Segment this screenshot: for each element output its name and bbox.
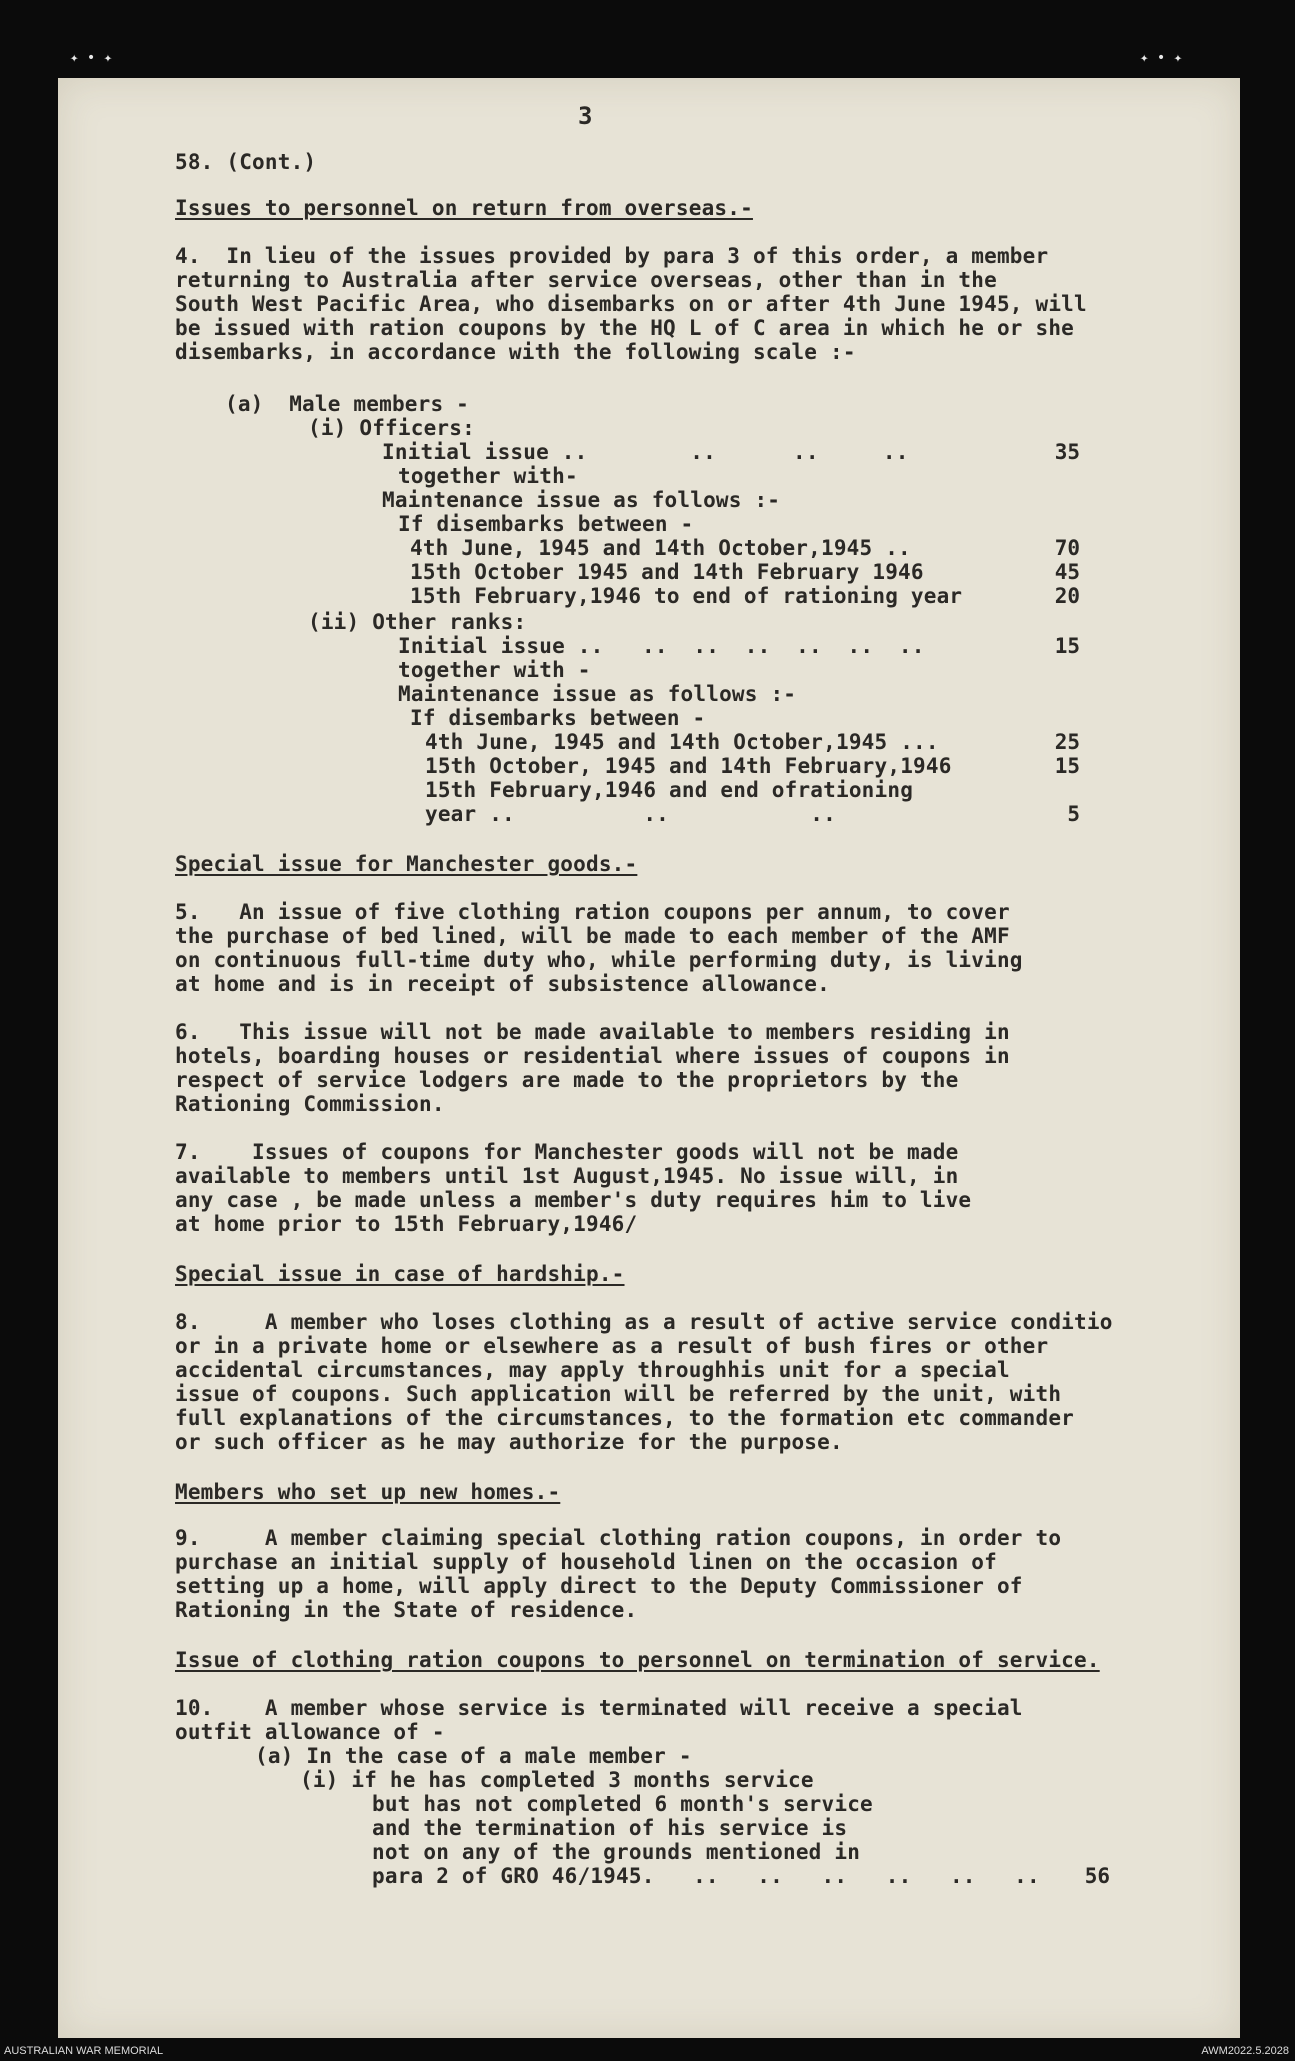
scale-other-ranks: (ii) Other ranks: [308, 610, 527, 634]
para-8-line-6: or such officer as he may authorize for the purpose. [175, 1430, 843, 1454]
heading-new-homes: Members who set up new homes.- [175, 1480, 561, 1504]
para-7-line-4: at home prior to 15th February,1946/ [175, 1212, 638, 1236]
scale-officers-period-2: 15th October 1945 and 14th February 1946 [410, 560, 924, 584]
scale-other-period-2: 15th October, 1945 and 14th February,1946 [425, 754, 952, 778]
para-6-line-3: respect of service lodgers are made to the proprietors by the [175, 1068, 959, 1092]
scale-male-members: (a) Male members - [225, 392, 470, 416]
para-5-line-1: 5. An issue of five clothing ration coupons per annum, to cover [175, 900, 1010, 924]
para-10-line-1: 10. A member whose service is terminated will receive a special [175, 1696, 1023, 1720]
para-4-line-1: 4. In lieu of the issues provided by para 3 of this order, a member [175, 244, 1049, 268]
para-6-line-1: 6. This issue will not be made available to members residing in [175, 1020, 1010, 1044]
para-10-sub-i-line-2: but has not completed 6 month's service [372, 1792, 873, 1816]
para-9-line-3: setting up a home, will apply direct to the Deputy Commissioner of [175, 1574, 1023, 1598]
scale-officers-together: together with- [398, 464, 578, 488]
scale-officers-initial: Initial issue .. .. .. .. [382, 440, 909, 464]
value-termination: 56 [1084, 1864, 1110, 1888]
scale-other-period-3: 15th February,1946 and end ofrationing [425, 778, 914, 802]
scale-officers-maintenance: Maintenance issue as follows :- [382, 488, 781, 512]
para-10-sub-i-line-3: and the termination of his service is [372, 1816, 848, 1840]
para-10-line-2: outfit allowance of - [175, 1720, 445, 1744]
heading-hardship: Special issue in case of hardship.- [175, 1262, 625, 1286]
value-officers-period-1: 70 [1054, 536, 1080, 560]
para-10-sub-i: (i) if he has completed 3 months service [300, 1768, 814, 1792]
para-8-line-3: accidental circumstances, may apply throughhis unit for a special [175, 1358, 1010, 1382]
para-9-line-4: Rationing in the State of residence. [175, 1598, 638, 1622]
value-other-period-1: 25 [1054, 730, 1080, 754]
scale-other-maintenance: Maintenance issue as follows :- [398, 682, 797, 706]
value-officers-period-2: 45 [1054, 560, 1080, 584]
para-4-line-2: returning to Australia after service overseas, other than in the [175, 268, 997, 292]
scale-officers-period-1: 4th June, 1945 and 14th October,1945 .. [410, 536, 911, 560]
para-4-line-5: disembarks, in accordance with the following scale :- [175, 340, 856, 364]
para-4-line-4: be issued with ration coupons by the HQ L of C area in which he or she [175, 316, 1075, 340]
para-7-line-1: 7. Issues of coupons for Manchester goods will not be made [175, 1140, 959, 1164]
scale-officers-between: If disembarks between - [398, 512, 694, 536]
para-10-sub-i-line-5: para 2 of GRO 46/1945. .. .. .. .. .. .. [372, 1864, 1040, 1888]
value-other-period-2: 15 [1054, 754, 1080, 778]
value-other-period-3: 5 [1067, 802, 1080, 826]
scale-other-period-3-year: year .. .. .. [425, 802, 836, 826]
para-4-line-3: South West Pacific Area, who disembarks on or after 4th June 1945, will [175, 292, 1087, 316]
page-number: 3 [578, 102, 593, 130]
para-5-line-3: on continuous full-time duty who, while performing duty, is living [175, 948, 1023, 972]
scale-officers: (i) Officers: [308, 416, 475, 440]
value-other-initial: 15 [1054, 634, 1080, 658]
scale-other-together: together with - [398, 658, 591, 682]
para-10-sub-i-line-4: not on any of the grounds mentioned in [372, 1840, 861, 1864]
footer-archive-name: AUSTRALIAN WAR MEMORIAL [4, 2045, 164, 2057]
corner-mark-left: ✦ • ✦ [70, 50, 113, 66]
para-9-line-1: 9. A member claiming special clothing ration coupons, in order to [175, 1526, 1062, 1550]
corner-mark-right: ✦ • ✦ [1140, 50, 1183, 66]
para-8-line-5: full explanations of the circumstances, to the formation etc commander [175, 1406, 1075, 1430]
value-officers-period-3: 20 [1054, 584, 1080, 608]
heading-termination: Issue of clothing ration coupons to personnel on termination of service. [175, 1648, 1100, 1672]
scale-officers-period-3: 15th February,1946 to end of rationing year [410, 584, 963, 608]
heading-return-overseas: Issues to personnel on return from overseas.- [175, 196, 753, 220]
value-officers-initial: 35 [1054, 440, 1080, 464]
para-6-line-2: hotels, boarding houses or residential where issues of coupons in [175, 1044, 1010, 1068]
scale-other-between: If disembarks between - [410, 706, 706, 730]
para-5-line-4: at home and is in receipt of subsistence allowance. [175, 972, 830, 996]
footer-catalogue-number: AWM2022.5.2028 [1201, 2045, 1289, 2057]
heading-manchester-goods: Special issue for Manchester goods.- [175, 852, 638, 876]
para-8-line-1: 8. A member who loses clothing as a result of active service conditio [175, 1310, 1113, 1334]
para-10-sub-a: (a) In the case of a male member - [255, 1744, 692, 1768]
para-9-line-2: purchase an initial supply of household linen on the occasion of [175, 1550, 997, 1574]
scale-other-period-1: 4th June, 1945 and 14th October,1945 ... [425, 730, 939, 754]
para-8-line-4: issue of coupons. Such application will be referred by the unit, with [175, 1382, 1062, 1406]
scale-other-initial: Initial issue .. .. .. .. .. .. .. [398, 634, 925, 658]
continuation-label: 58. (Cont.) [175, 150, 317, 174]
para-7-line-2: available to members until 1st August,1945. No issue will, in [175, 1164, 959, 1188]
para-8-line-2: or in a private home or elsewhere as a result of bush fires or other [175, 1334, 1049, 1358]
para-7-line-3: any case , be made unless a member's duty requires him to live [175, 1188, 972, 1212]
para-5-line-2: the purchase of bed lined, will be made to each member of the AMF [175, 924, 1010, 948]
para-6-line-4: Rationing Commission. [175, 1092, 445, 1116]
